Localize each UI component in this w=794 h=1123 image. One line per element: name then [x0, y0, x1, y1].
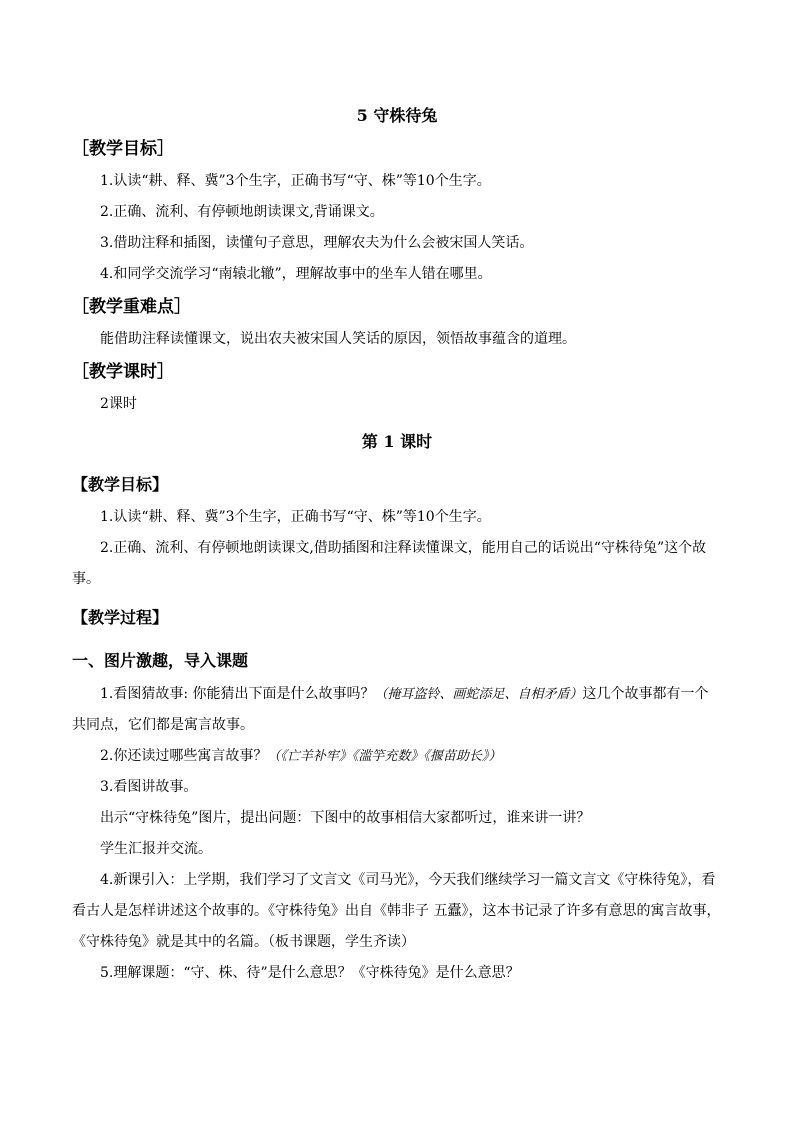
process-step-1: [72, 679, 722, 741]
lesson-goal-1: 1.认读“耕、释、冀”3个生字，正确书写“守、株”等10个生字。: [100, 509, 491, 525]
goal-item-2: 2.正确、流利、有停顿地朗读课文,背诵课文。: [100, 204, 384, 220]
process-step-3-report: 学生汇报并交流。: [100, 841, 212, 857]
heading-teaching-goals: ［教学目标］: [72, 139, 174, 159]
lesson-1-title: 第 1 课时: [361, 432, 433, 451]
lesson-goal-2: 2.正确、流利、有停顿地朗读课文,借助插图和注释读懂课文，能用自己的话说出“守株待兔”这个故事。: [72, 540, 707, 587]
heading-key-difficulties: ［教学重难点］: [72, 297, 191, 317]
step-1-italic: （掩耳盗铃、画蛇添足、自相矛盾）: [374, 687, 583, 702]
goal-item-3: 3.借助注释和插图，读懂句子意思，理解农夫为什么会被宋国人笑话。: [100, 235, 534, 251]
step-2-italic: （《亡羊补牢》《滥竽充数》《揠苗助长》）: [267, 749, 502, 764]
process-step-4: 4.新课引入：上学期，我们学习了文言文《司马光》，今天我们继续学习一篇文言文《守株待兔》，看看古人是怎样讲述这个故事的。《守株待兔》出自《韩非子 五蠹》，这本书记录了许多有意思的寓言故事，《守株待兔》就是其中的名篇。（板书课题，学生齐读）: [72, 872, 721, 950]
step-1-text-b: 这几个故事都有一个共同点，它们都是寓言故事。: [72, 686, 709, 733]
process-step-5: 5.理解课题：“守、株、待”是什么意思？《守株待兔》是什么意思？: [100, 965, 520, 981]
part-1-heading: 一、图片激趣，导入课题: [72, 651, 249, 670]
goal-item-1: 1.认读“耕、释、冀”3个生字，正确书写“守、株”等10个生字。: [100, 173, 491, 189]
class-hours-text: 2课时: [100, 396, 137, 412]
process-step-2: [72, 741, 722, 772]
lesson-goals-heading: 【教学目标】: [72, 475, 169, 494]
step-2-text-a: 2.你还读过哪些寓言故事？: [100, 748, 268, 764]
process-step-3: 3.看图讲故事。: [100, 779, 198, 795]
key-difficulties-text: 能借助注释读懂课文，说出农夫被宋国人笑话的原因，领悟故事蕴含的道理。: [100, 331, 576, 347]
document-title: 5 守株待兔: [356, 106, 438, 125]
document-page: [72, 100, 722, 989]
heading-class-hours: ［教学课时］: [72, 362, 174, 382]
goal-item-4: 4.和同学交流学习“南辕北辙”，理解故事中的坐车人错在哪里。: [100, 266, 492, 282]
step-1-text-a: 1.看图猜故事: 你能猜出下面是什么故事吗？: [100, 686, 375, 702]
process-step-3-detail: 出示“守株待兔”图片，提出问题：下图中的故事相信大家都听过，谁来讲一讲？: [100, 810, 591, 826]
teaching-process-heading: 【教学过程】: [72, 608, 169, 627]
